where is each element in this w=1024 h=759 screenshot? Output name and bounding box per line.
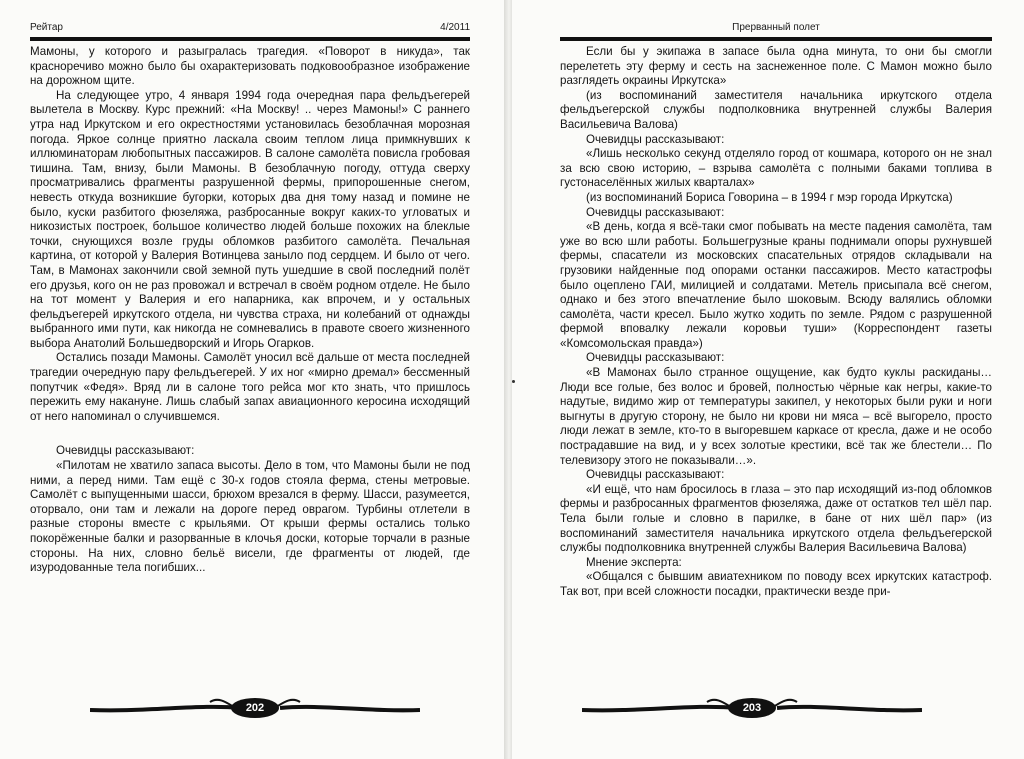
right-page	[512, 0, 1024, 759]
paragraph: Очевидцы рассказывают:	[586, 205, 725, 219]
left-page-footer	[90, 690, 420, 726]
paragraph: Мнение эксперта:	[586, 555, 682, 569]
paragraph: «Лишь несколько секунд отделяло город от кошмара, которого он не знал за всю свою историю, – взрыва самолёта с полными баками топлива в густонаселённых жилых кварталах»	[560, 147, 992, 190]
print-speck	[512, 380, 515, 383]
issue-number: 4/2011	[440, 22, 470, 33]
page-number: 203	[742, 702, 762, 714]
left-page-header	[30, 22, 470, 36]
paragraph: Очевидцы рассказывают:	[586, 132, 725, 146]
paragraph: «Общался с бывшим авиатехником по поводу всех иркутских катастроф. Так вот, при всей сложности посадки, практически везде при-	[560, 570, 992, 598]
right-page-footer	[582, 690, 922, 726]
paragraph: Очевидцы рассказывают:	[56, 444, 195, 458]
paragraph: «В день, когда я всё-таки смог побывать на месте падения самолёта, там уже во всю шли работы. Большегрузные краны поднимали опоры рухнувшей фермы, спасатели из московских спасательных отрядов складывали на грузовики найденные под опорами останки пассажиров. Место катастрофы было оцеплено ГАИ, милицией и солдатами. Метель присыпала всё снегом, однако и без этого впечатление было шоковым. Всюду валялись обломки самолёта, части кресел. Было жутко ходить по земле. Рядом с разрушенной фермой вповалку лежали коровьи туши» (Корреспондент газеты «Комсомольская правда»)	[560, 220, 992, 350]
header-rule	[30, 37, 470, 41]
paragraph: «Пилотам не хватило запаса высоты. Дело в том, что Мамоны были не под ними, а перед ними. Там ещё с 30-х годов стояла ферма, стены метровые. Самолёт с выпущенными шасси, брюхом врезался в ферму. Шасси, разумеется, оторвало, они там и лежали на дороге перед оврагом. Турбины отлетели в разные стороны вместе с крыльями. От крыши фермы остались только покорёженные балки и разорванные в клочья доски, которые торчали в разные стороны. На них, словно бельё висели, где фрагменты от людей, где изуродованные тела погибших...	[30, 459, 470, 575]
paragraph: Очевидцы рассказывают:	[586, 468, 725, 482]
paragraph: Если бы у экипажа в запасе была одна минута, то они бы смогли перелететь эту ферму и сесть на заснеженное поле. С Мамон можно было разглядеть окраины Иркутска»	[560, 45, 992, 88]
paragraph: (из воспоминаний заместителя начальника иркутского отдела фельдъегерской службы подполковника внутренней службы Валерия Васильевича Валова)	[560, 88, 992, 131]
page-number: 202	[245, 702, 265, 714]
right-page-header	[562, 22, 990, 36]
paragraph: На следующее утро, 4 января 1994 года очередная пара фельдъегерей вылетела в Москву. Курс прежний: «На Москву! .. через Мамоны!» С раннего утра над Иркутском и его окрестностями установилась безоблачная морозная погода. Яркое солнце приятно ласкала своим теплом лица примкнувших к иллюминаторам любопытных пассажиров. В салоне самолёта повисла гробовая тишина. Там, внизу, были Мамоны. В безоблачную погоду, оттуда сверху просматривались фрагменты разрушенной фермы, припорошенные снегом, невесть откуда возникшие бугорки, которых два дня тому назад и помине не было, куски разбитого фюзеляжа, разбросанные вокруг каких-то угловатых и никозистых построек, большое количество людей больше похожих на блеклые точки, снующихся возле груды обломков разбитого самолёта. Печальная картина, от которой у Валерия Вотинцева заныло под сердцем. И было от чего. Там, в Мамонах закончили свой земной путь ушедшие в свой последний полёт его друзья, кого он не раз провожал и встречал в своём родном отделе. Не было на тот момент у Валерия и его напарника, как впрочем, и у остальных фельдъегерей иркутского отдела, ни чувства страха, ни колебаний от однажды выбранного ими пути, как никогда не сомневались в правоте своего жизненного выбора Анатолий Большедворский и Игорь Огарков.	[30, 88, 470, 350]
paragraph: Мамоны, у которого и разыгралась трагедия. «Поворот в никуда», так красноречиво можно было бы охарактеризовать подковообразное изображение на дорожном щите.	[30, 45, 470, 88]
paragraph: Остались позади Мамоны. Самолёт уносил всё дальше от места последней трагедии очередную пару фельдъегерей. У их ног «мирно дремал» бессменный попутчик «Федя». Вряд ли в салоне того рейса мог кто знать, что пришлось пережить ему накануне. Лишь слабый запах авиационного керосина исходящий от него напоминал о случившемся.	[30, 351, 470, 423]
paragraph: «В Мамонах было странное ощущение, как будто куклы раскиданы… Люди все голые, без волос и бровей, полностью чёрные как негры, какие-то надутые, видимо жир от температуры закипел, у некоторых были руки и ноги выгнуты в другую сторону, не было ни крови ни мяса – всё выгорело, просто люди лежат в земле, кто-то в выгоревшем каркасе от кресла, даже и не особо пострадавшие на вид, и у всех золотые крестики, всё так же блестели… По телевизору этого не показывали…».	[560, 366, 992, 467]
header-rule	[560, 37, 992, 41]
left-page	[0, 0, 506, 759]
left-page-body	[30, 45, 470, 576]
right-page-body	[560, 45, 992, 600]
paragraph: Очевидцы рассказывают:	[586, 351, 725, 365]
magazine-title: Рейтар	[30, 22, 63, 33]
section-title: Прерванный полет	[732, 22, 820, 33]
paragraph: «И ещё, что нам бросилось в глаза – это пар исходящий из-под обломков фермы и разбросанных фрагментов фюзеляжа, даже от остатков тел шёл пар. Тела были голые и словно в парилке, в бане от них шёл пар» (из воспоминаний заместителя начальника иркутского отдела фельдъегерской службы подполковника внутренней службы Валерия Васильевича Валова)	[560, 482, 992, 555]
paragraph: (из воспоминаний Бориса Говорина – в 1994 г мэр города Иркутска)	[586, 190, 953, 204]
